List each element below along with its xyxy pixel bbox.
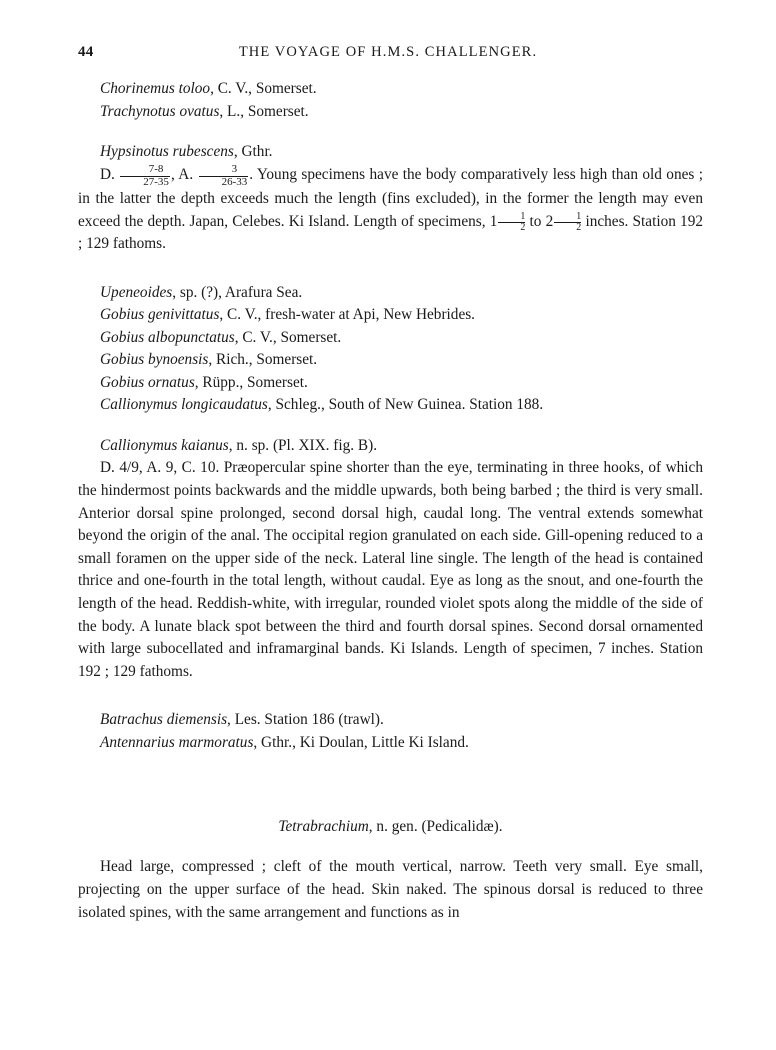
spacer: [78, 256, 703, 282]
species-detail: , Les. Station 186 (trawl).: [227, 711, 384, 729]
genus-detail: , n. gen. (Pedicalidæ).: [368, 818, 503, 836]
fin-formula-fraction-2: $\frac{3}{26-33}$: [199, 164, 249, 188]
species-name: Gobius ornatus: [100, 373, 195, 391]
species-heading: [78, 141, 703, 164]
species-entry-hypsinotus: [78, 141, 703, 256]
spacer: [78, 754, 703, 798]
species-detail: , Gthr.: [233, 143, 273, 160]
species-detail: , C. V., fresh-water at Api, New Hebrides.: [219, 306, 476, 324]
species-name: Callionymus longicaudatus: [100, 396, 268, 414]
species-name: Chorinemus toloo: [100, 80, 211, 97]
species-detail: , Rich., Somerset.: [208, 351, 318, 369]
page-header: [78, 44, 698, 64]
spacer: [78, 838, 703, 856]
species-list-two: [78, 282, 703, 417]
species-detail: , Gthr., Ki Doulan, Little Ki Island.: [253, 733, 469, 751]
measurement-fraction-1: $\frac{1}{2}$: [498, 212, 525, 233]
species-name: Antennarius marmoratus: [100, 733, 254, 751]
fin-formula-fraction-1: $\frac{7-8}{27-35}$: [120, 164, 170, 188]
species-name: Upeneoides: [100, 283, 173, 301]
formula-mid: , A.: [170, 165, 198, 183]
species-detail: , Rüpp., Somerset.: [194, 373, 308, 391]
species-name: Gobius genivittatus: [100, 306, 220, 324]
measurement-fraction-2: $\frac{1}{2}$: [554, 212, 581, 233]
genus-description-paragraph: Head large, compressed ; cleft of the mouth vertical, narrow. Teeth very small. Eye small, projecting on the upper surface of the head. Skin naked. The spinous dorsal is reduced to three isolated spines, with the same arrangement and functions as in: [78, 858, 703, 921]
description-paragraph: D. 4/9, A. 9, C. 10. Præopercular spine shorter than the eye, terminating in three hooks, of which the hindermost points backwards and the middle upwards, both being barbed ; the third is very small. Anterior dorsal spine prolonged, second dorsal high, caudal long. The ventral extends somewhat beyond the origin of the anal. The occipital region granulated on each side. Gill-opening reduced to a small foramen on the upper side of the neck. Lateral line single. The length of the head is contained thrice and one-fourth in the total length, without caudal. Eye as long as the snout, and one-fourth the length of the head. Reddish-white, with irregular, rounded violet spots along the middle of the side of the body. A lunate black spot between the third and fourth dorsal spines. Second dorsal ornamented with large subocellated and inframarginal bands. Ki Islands. Length of specimen, 7 inches. Station 192 ; 129 fathoms.: [78, 459, 703, 680]
page-number: 44: [78, 44, 94, 60]
species-detail: , sp. (?), Arafura Sea.: [172, 283, 303, 301]
species-detail: , L., Somerset.: [219, 102, 309, 120]
description-text-c: inches. Station 192 ; 129 fathoms.: [78, 212, 703, 253]
list-item: [78, 732, 703, 755]
description-text: . Young specimens have the body comparatively less high than old ones ; in the latter the depth exceeds much the length (fins excluded), in the former the length may even exceed the depth. Japan, Celebes. Ki Island. Length of specimens, 1: [78, 165, 703, 230]
spacer: [78, 123, 703, 141]
species-list-one: [78, 78, 703, 123]
species-heading: [78, 435, 703, 458]
list-item: [78, 394, 703, 417]
genus-name: Tetrabrachium: [278, 818, 369, 836]
formula-lead: D.: [100, 165, 120, 183]
species-name: Gobius albopunctatus: [100, 328, 235, 346]
description-text-b: to 2: [525, 212, 554, 230]
species-entry-callionymus-kaianus: [78, 435, 703, 683]
species-detail: , C. V., Somerset.: [234, 328, 342, 346]
species-detail: , n. sp. (Pl. XIX. fig. B).: [228, 436, 378, 454]
description-paragraph: [78, 164, 703, 256]
species-detail: , C. V., Somerset.: [210, 80, 317, 97]
list-item: [78, 709, 703, 732]
list-item: [78, 304, 703, 327]
list-item: [78, 372, 703, 395]
list-item: [78, 282, 703, 305]
list-item: [78, 78, 703, 101]
genus-heading: [78, 816, 703, 838]
page-body: [78, 78, 703, 924]
species-name: Callionymus kaianus: [100, 436, 229, 454]
species-name: Trachynotus ovatus: [100, 102, 220, 120]
species-detail: , Schleg., South of New Guinea. Station 188.: [267, 396, 544, 414]
running-title: THE VOYAGE OF H.M.S. CHALLENGER.: [238, 44, 538, 60]
list-item: [78, 101, 703, 124]
species-name: Batrachus diemensis: [100, 711, 228, 729]
list-item: [78, 349, 703, 372]
species-name: Gobius bynoensis: [100, 351, 209, 369]
species-list-three: [78, 709, 703, 754]
species-name: Hypsinotus rubescens: [100, 143, 234, 160]
spacer: [78, 798, 703, 816]
spacer: [78, 417, 703, 435]
list-item: [78, 327, 703, 350]
spacer: [78, 683, 703, 709]
